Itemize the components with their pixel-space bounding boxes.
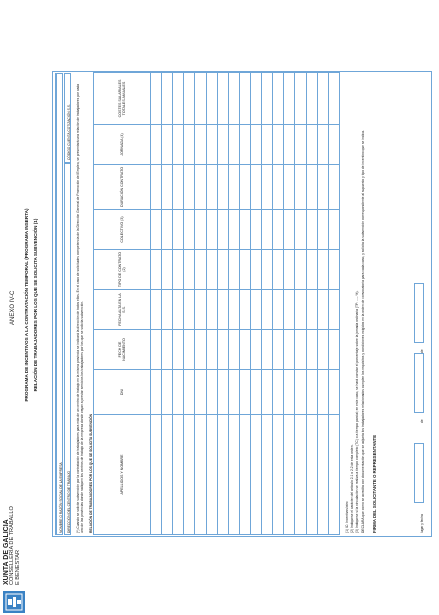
address-label: DIRECCIÓN DEL CENTRO DE TRABAJO [67, 470, 71, 533]
col-dni: DNI [94, 370, 151, 415]
place-date-label: lugar y fecha [420, 514, 424, 533]
col-group: COLECTIVO (3) [94, 210, 151, 250]
col-salary-cost: COSTES SALARIALES TOTALES ANUALES [94, 73, 151, 125]
page-frame [52, 71, 432, 537]
org-name [3, 506, 22, 585]
date-sep-1: de [420, 419, 424, 423]
table-caption: RELACIÓN DE TRABAJADORES POR LOS QUE SE SOLICITA SUBVENCIÓN [89, 413, 93, 533]
ccc-label: CÓDIGO CUENTA COTIZACIÓN S.S. [67, 104, 71, 160]
col-ss-date: FECHA ALTA EN LA S.S. [94, 290, 151, 330]
col-name: APELLIDOS Y NOMBRE [94, 415, 151, 535]
page-title: PROGRAMA DE INCENTIVOS A LA CONTRATACIÓN TEMPORAL (PROGRAMA INSERTA) [24, 208, 29, 402]
footnote-2: (2) Indíquese el carácter del artículo 2.1 o 2.2 de esta orden. [350, 444, 354, 533]
footnote-3: (3) Indíquese si la vinculación se realiza a tiempo completo (TC) o a tiempo parcial; en este caso, se hará constar el porcentaje sobre la jornada ordinaria (TP: ..... %). [355, 290, 359, 533]
org-line-2: CONSELLERÍA DE TRABALLO [9, 506, 16, 585]
page-subtitle: RELACIÓN DE TRABAJADORES POR LOS QUE SE SOLICITA SUBVENCIÓN (1) [33, 218, 38, 392]
date-sep-2: de [420, 349, 424, 353]
company-name-label: NOMBRE O RAZÓN SOCIAL DE LA EMPRESA [59, 462, 63, 533]
col-duration: DURACIÓN CONTRATO [94, 165, 151, 210]
col-workday: JORNADA (4) [94, 125, 151, 165]
declaration-text: DECLARA que como se acredita con documentación que se adjunta los trabajadores relacionados cumplen los requisitos y condiciones exigidos en la orden de convocatoria para cada caso, y solicita la subvención correspondiente al supuesto y tipo de incentivo que se indica. [361, 130, 365, 533]
xunta-logo [3, 591, 25, 613]
annex-label: ANEXO IV-C [10, 290, 16, 325]
company-note: (*) Cuando se solicite subvención por la contratación de trabajadores para más de un centro de trabajo en la misma provincia se indicará la dirección de todos ellos. En el caso de solicitudes competencia de la Dirección General de Promoción del Empleo, se presentará una relación de trabajadores por cada uno de las provincias donde radiquen los centros de trabajo de la empresa donde vayan a prestar servicios los trabajadores por los que se solicita subvención. [76, 84, 85, 533]
col-contract-type: TIPO DE CONTRATO (2) [94, 250, 151, 290]
org-line-3: E BENESTAR [15, 549, 22, 585]
col-birth: FECH DE NACIMIENTO [94, 330, 151, 370]
signature-label: FIRMA DEL SOLICITANTE O REPRESENTANTE [372, 434, 377, 533]
org-line-1: XUNTA DE GALICIA [3, 519, 10, 585]
footnote-1: (1) IC: Incentivos/otro [345, 501, 349, 533]
